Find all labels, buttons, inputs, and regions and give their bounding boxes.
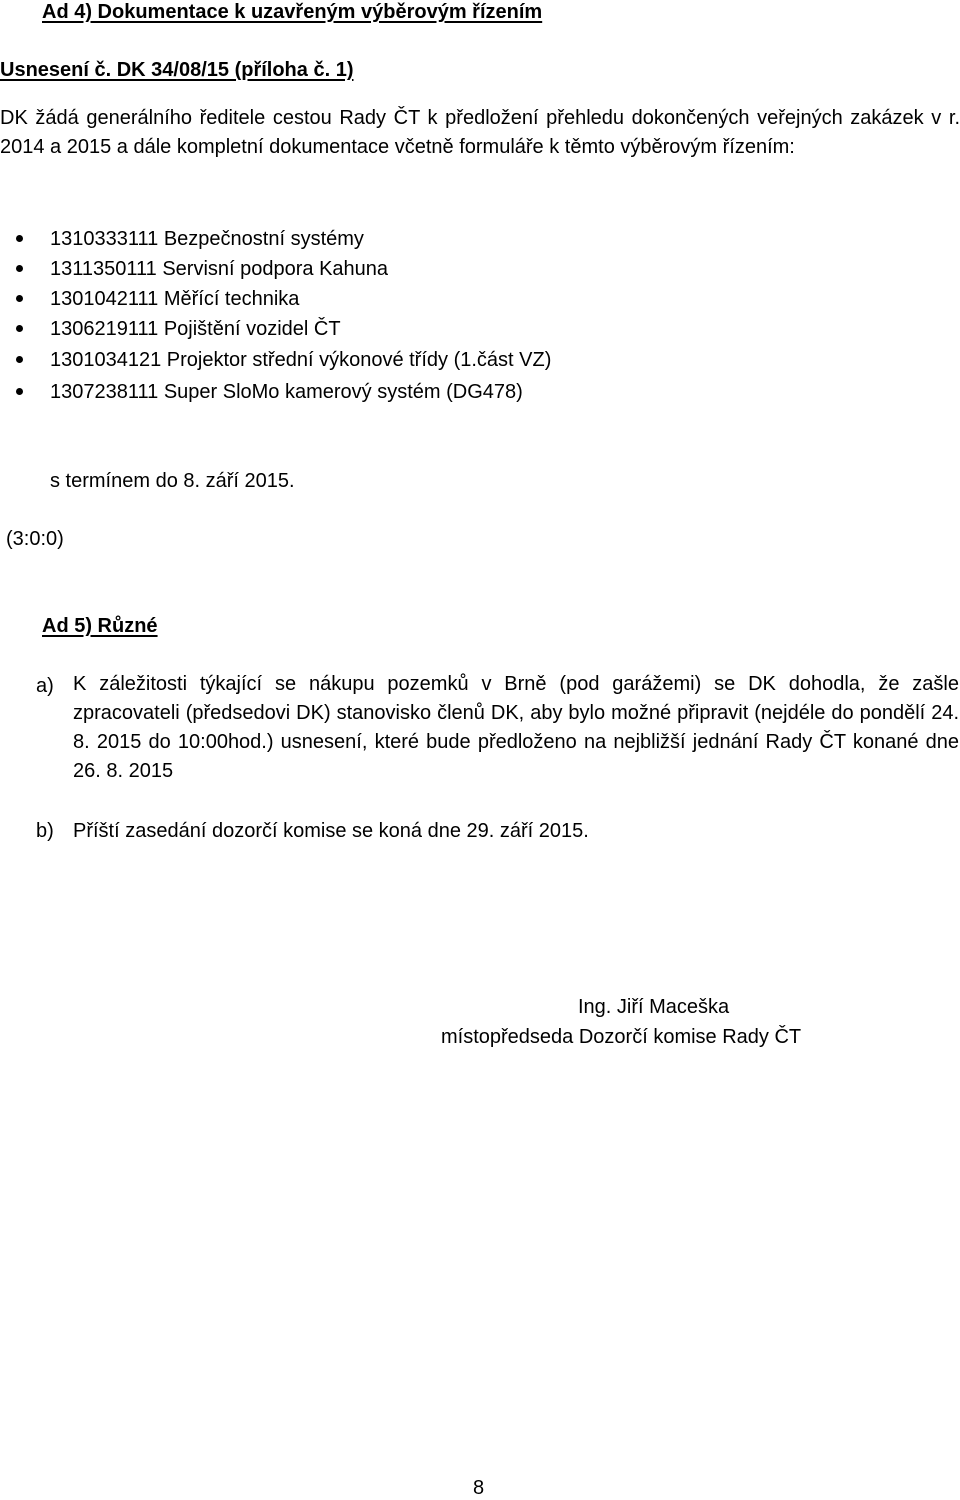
signature-role: místopředseda Dozorčí komise Rady ČT [441,1026,802,1048]
page-number: 8 [473,1477,485,1499]
item-a-text: K záležitosti týkající se nákupu pozemků v Brně (pod garážemi) se DK dohodla, že zašle zpracovateli (předsedovi DK) stanovisko členů DK, aby bylo možné připravit (nejdéle do pondělí 24. 8. 2015 do 10:00hod.) usnesení, které bude předloženo na nejbližší jednání Rady ČT konané dne 26. 8. 2015 [73,673,959,782]
item-b-text: Příští zasedání dozorčí komise se koná dne 29. září 2015. [73,820,589,842]
heading-ad4: Ad 4) Dokumentace k uzavřeným výběrovým řízením [42,1,543,23]
item-b-label: b) [36,820,54,842]
resolution-text: DK žádá generálního ředitele cestou Rady ČT k předložení přehledu dokončených veřejných zakázek v r. 2014 a 2015 a dále kompletní dokumentace včetně formuláře k těmto výběrovým řízením: [0,107,960,158]
bullet-icon [16,235,23,242]
bullet-icon [16,356,23,363]
bullet-icon [16,325,23,332]
bullet-icon [16,388,23,395]
list-item-text: 1311350111 Servisní podpora Kahuna [50,258,389,280]
bullet-icon [16,295,23,302]
signature-name: Ing. Jiří Maceška [578,996,730,1018]
list-item-text: 1306219111 Pojištění vozidel ČT [50,318,341,340]
resolution-title: Usnesení č. DK 34/08/15 (příloha č. 1) [0,59,354,81]
item-a-label: a) [36,675,54,697]
list-item-text: 1301042111 Měřící technika [50,288,300,310]
deadline-text: s termínem do 8. září 2015. [50,470,295,492]
list-item-text: 1301034121 Projektor střední výkonové třídy (1.část VZ) [50,349,552,371]
bullet-icon [16,265,23,272]
list-item-text: 1310333111 Bezpečnostní systémy [50,228,364,250]
vote-result: (3:0:0) [6,528,64,550]
list-item-text: 1307238111 Super SloMo kamerový systém (DG478) [50,381,523,403]
heading-ad5: Ad 5) Různé [42,615,158,637]
